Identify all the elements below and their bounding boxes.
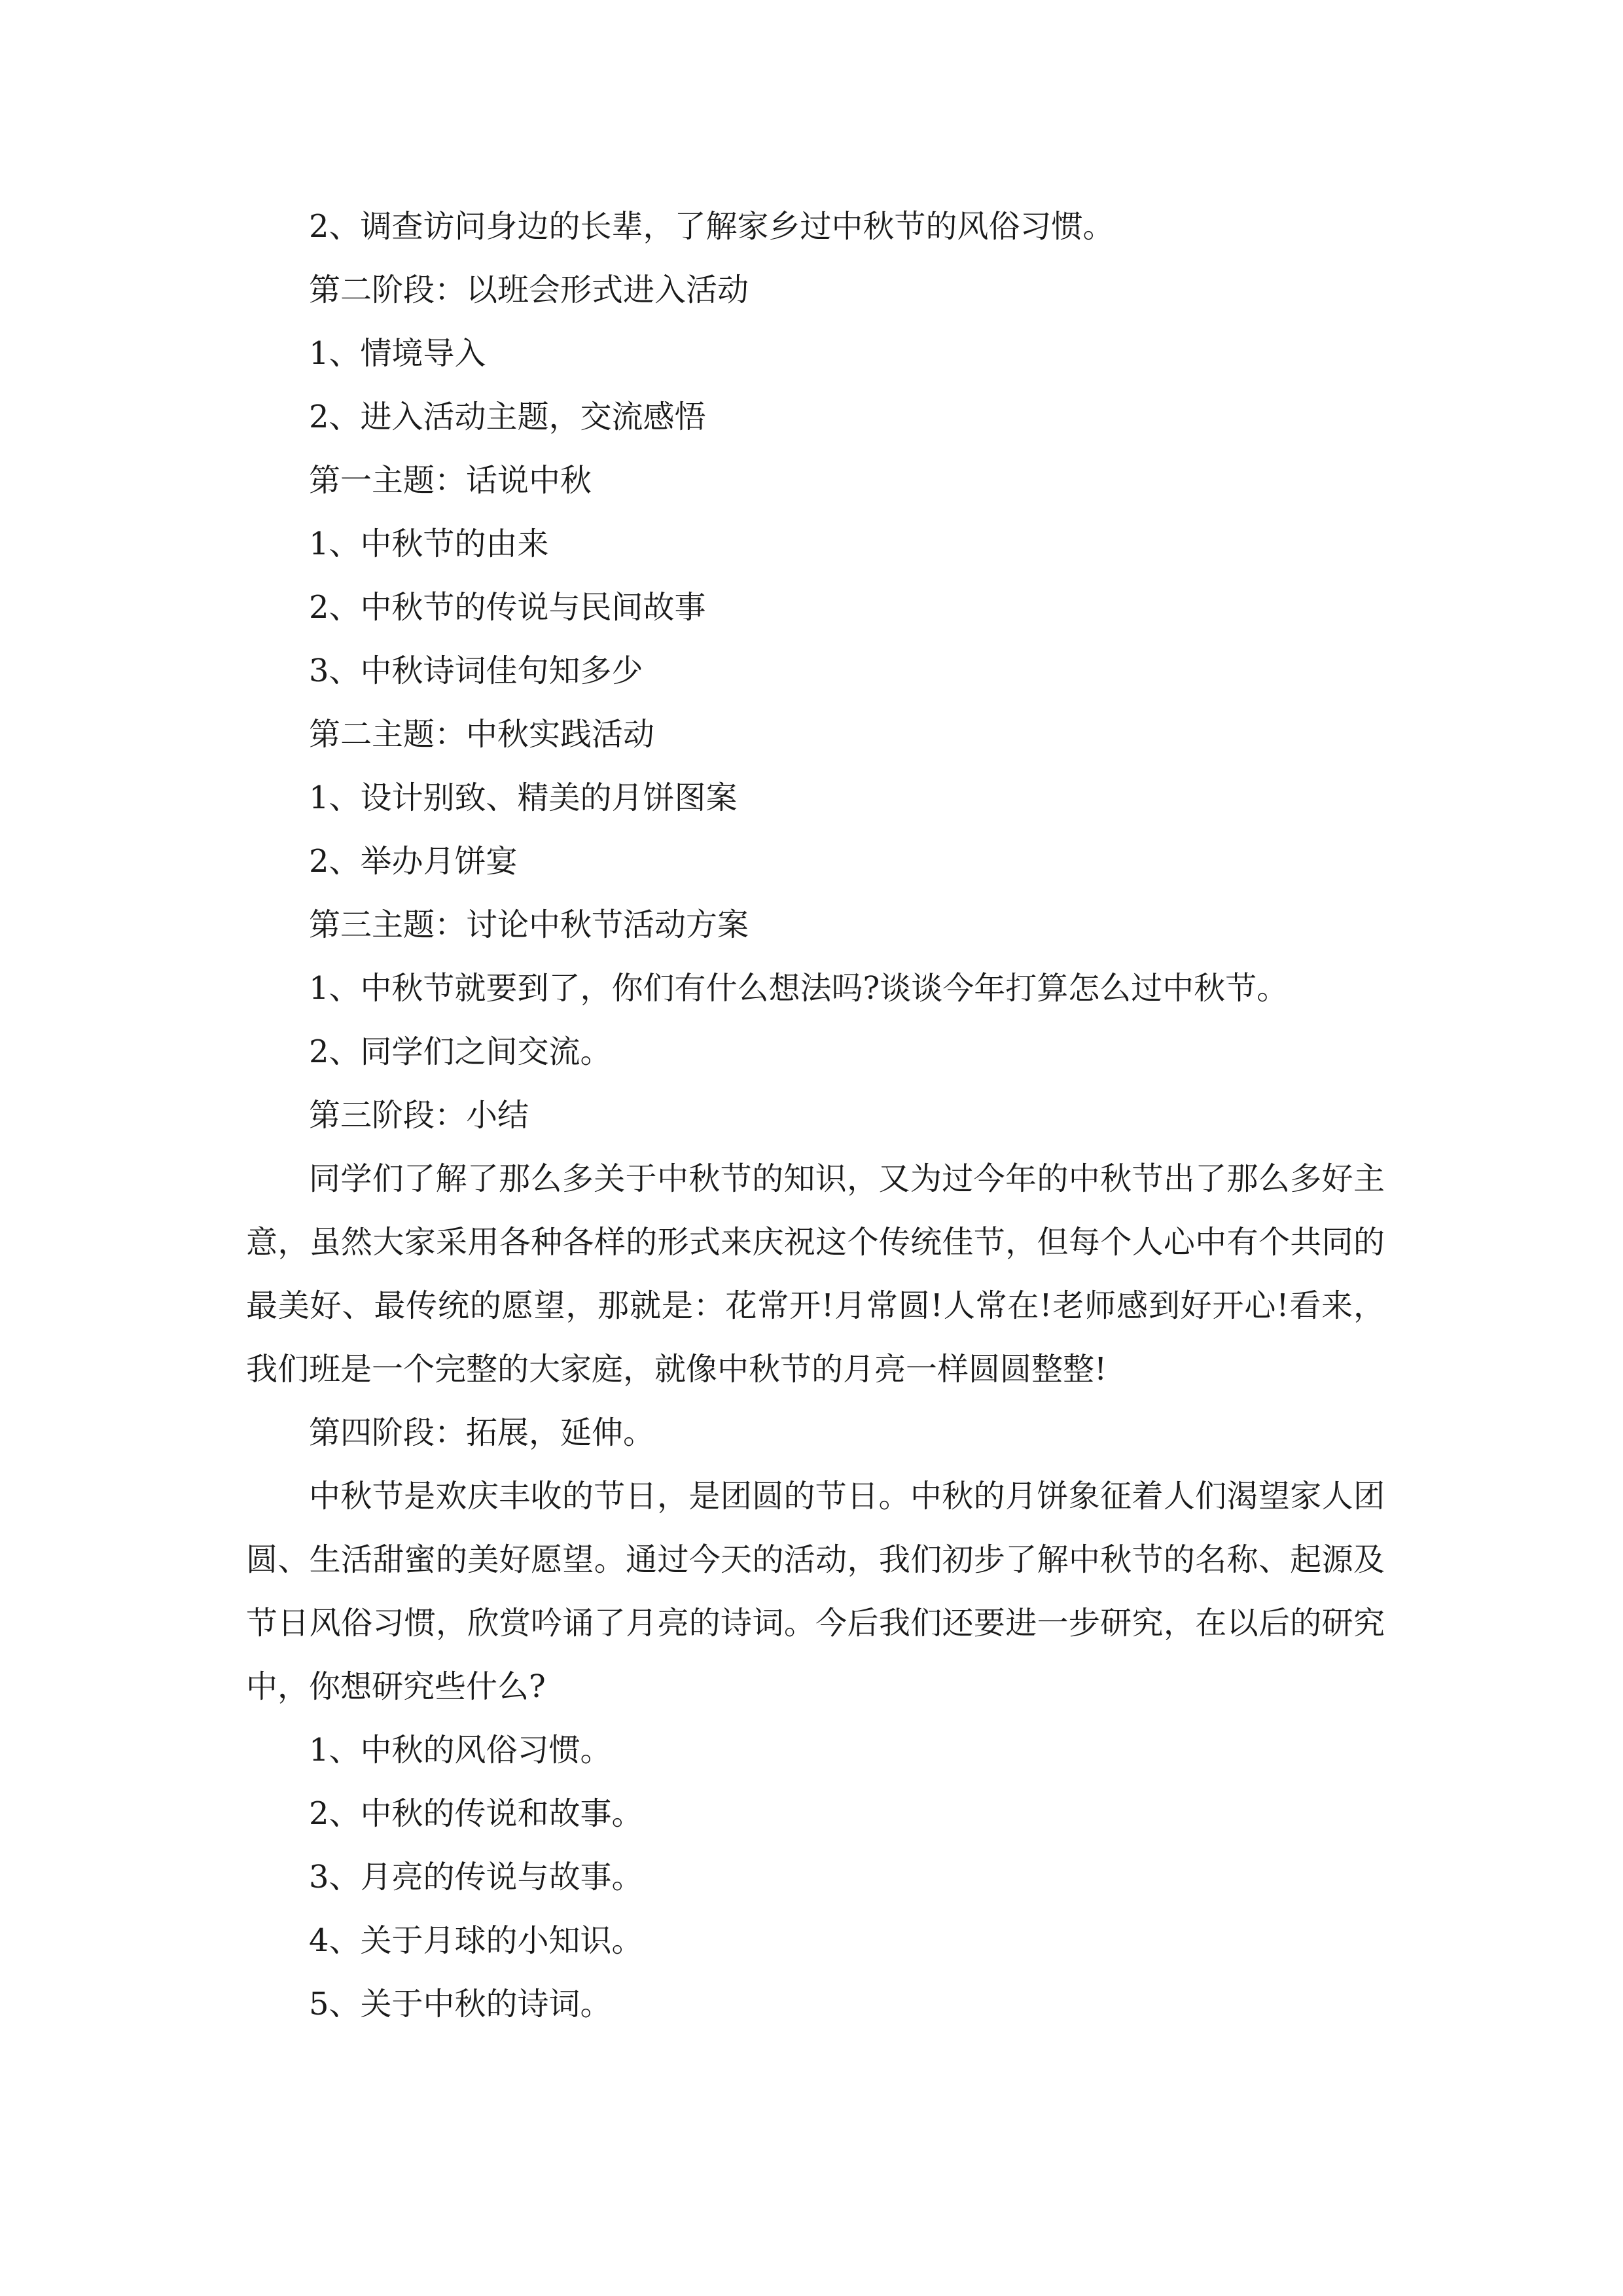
text-line: 3、中秋诗词佳句知多少 bbox=[309, 653, 643, 689]
summary-paragraph: 同学们了解了那么多关于中秋节的知识，又为过今年的中秋节出了那么多好主意，虽然大家采用各种各样的形式来庆祝这个传统佳节，但每个人心中有个共同的最美好、最传统的愿望，那就是：花常开!月常圆!人常在!老师感到好开心!看来，我们班是一个完整的大家庭，就像中秋节的月亮一样圆圆整整! bbox=[246, 1160, 1385, 1388]
list-item: 5、关于中秋的诗词。 bbox=[309, 1986, 612, 2022]
text-line: 2、同学们之间交流。 bbox=[309, 1033, 612, 1070]
list-item: 1、中秋的风俗习惯。 bbox=[309, 1732, 612, 1768]
text-line: 1、情境导入 bbox=[309, 335, 486, 372]
text-line: 2、举办月饼宴 bbox=[309, 843, 518, 880]
text-line: 2、进入活动主题，交流感悟 bbox=[309, 399, 706, 435]
stage-heading: 第三阶段：小结 bbox=[309, 1097, 529, 1134]
document-body bbox=[246, 195, 1385, 2036]
theme-heading: 第一主题：话说中秋 bbox=[309, 462, 592, 499]
text-line: 1、中秋节的由来 bbox=[309, 526, 549, 562]
list-item: 3、月亮的传说与故事。 bbox=[309, 1859, 643, 1895]
theme-heading: 第三主题：讨论中秋节活动方案 bbox=[309, 906, 749, 943]
extension-paragraph: 中秋节是欢庆丰收的节日，是团圆的节日。中秋的月饼象征着人们渴望家人团圆、生活甜蜜的美好愿望。通过今天的活动，我们初步了解中秋节的名称、起源及节日风俗习惯，欣赏吟诵了月亮的诗词。今后我们还要进一步研究，在以后的研究中，你想研究些什么? bbox=[246, 1478, 1385, 1705]
text-line: 1、设计别致、精美的月饼图案 bbox=[309, 780, 738, 816]
stage-heading: 第四阶段：拓展，延伸。 bbox=[309, 1414, 655, 1451]
list-item: 2、中秋的传说和故事。 bbox=[309, 1795, 643, 1832]
theme-heading: 第二主题：中秋实践活动 bbox=[309, 716, 655, 753]
stage-heading: 第二阶段：以班会形式进入活动 bbox=[309, 272, 749, 308]
text-line: 2、调查访问身边的长辈，了解家乡过中秋节的风俗习惯。 bbox=[309, 208, 1115, 245]
list-item: 4、关于月球的小知识。 bbox=[309, 1922, 643, 1959]
text-line: 1、中秋节就要到了，你们有什么想法吗?谈谈今年打算怎么过中秋节。 bbox=[309, 970, 1289, 1007]
text-line: 2、中秋节的传说与民间故事 bbox=[309, 589, 706, 626]
